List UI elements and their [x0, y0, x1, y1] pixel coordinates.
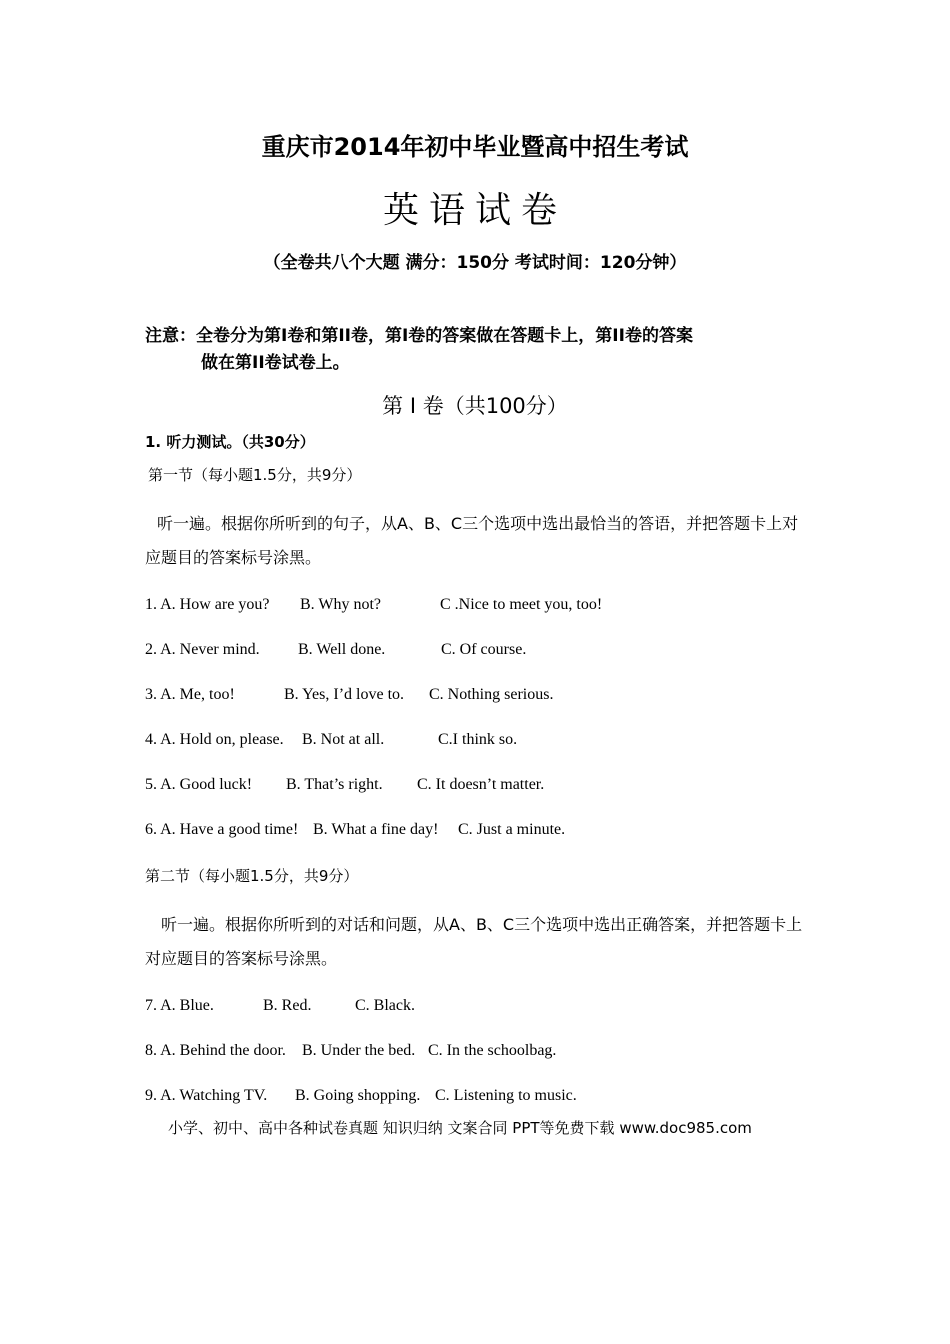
option-b: B. Well done.	[298, 641, 386, 658]
option-a: 5. A. Good luck!	[145, 776, 253, 793]
question-5	[145, 773, 544, 797]
option-c: C. Just a minute.	[458, 821, 566, 838]
option-b: B. Under the bed.	[302, 1042, 416, 1059]
option-b: B. Red.	[263, 997, 312, 1014]
option-c: C. Black.	[355, 997, 415, 1014]
option-b: B. What a fine day!	[313, 821, 439, 838]
question-6	[145, 818, 565, 842]
notice-line-2: 做在第II卷试卷上。	[201, 353, 350, 373]
exam-title: 重庆市2014年初中毕业暨高中招生考试	[261, 133, 689, 161]
part-title: 第 Ⅰ 卷（共100分）	[382, 394, 568, 418]
option-b: B. Why not?	[300, 596, 382, 613]
option-a: 1. A. How are you?	[145, 596, 270, 613]
option-c: C. It doesn’t matter.	[417, 776, 545, 793]
option-a: 3. A. Me, too!	[145, 686, 235, 703]
section-heading: 1. 听力测试。（共30分）	[145, 433, 315, 451]
question-2	[145, 638, 526, 662]
subsection-1-instruction: 听一遍。根据你所听到的句子，从A、B、C三个选项中选出最恰当的答语，并把答题卡上对应题目的答案标号涂黑。	[145, 514, 799, 567]
option-b: B. Going shopping.	[295, 1087, 421, 1104]
question-7	[145, 994, 415, 1018]
subsection-2-heading: 第二节（每小题1.5分，共9分）	[145, 867, 359, 885]
option-b: B. Yes, I’d love to.	[284, 686, 405, 703]
option-c: C. Nothing serious.	[429, 686, 554, 703]
option-c: C. In the schoolbag.	[428, 1042, 557, 1059]
footer-watermark: 小学、初中、高中各种试卷真题 知识归纳 文案合同 PPT等免费下载 www.doc985.com	[168, 1119, 752, 1137]
subsection-2-instruction: 听一遍。根据你所听到的对话和问题，从A、B、C三个选项中选出正确答案，并把答题卡上对应题目的答案标号涂黑。	[145, 915, 803, 968]
question-8	[145, 1039, 556, 1063]
option-b: B. That’s right.	[286, 776, 383, 793]
question-3	[145, 683, 553, 707]
option-a: 2. A. Never mind.	[145, 641, 260, 658]
option-c: C. Of course.	[441, 641, 527, 658]
option-a: 6. A. Have a good time!	[145, 821, 299, 838]
option-c: C. Listening to music.	[435, 1087, 577, 1104]
question-9	[145, 1084, 577, 1108]
option-a: 8. A. Behind the door.	[145, 1042, 286, 1059]
subsection-1-heading: 第一节（每小题1.5分，共9分）	[148, 466, 362, 484]
option-b: B. Not at all.	[302, 731, 385, 748]
notice-line-1: 注意：全卷分为第I卷和第II卷，第I卷的答案做在答题卡上，第II卷的答案	[145, 326, 693, 346]
option-a: 9. A. Watching TV.	[145, 1087, 268, 1104]
exam-subtitle: 英语试卷	[382, 190, 567, 231]
option-c: C .Nice to meet you, too!	[440, 596, 603, 613]
option-a: 7. A. Blue.	[145, 997, 214, 1014]
option-c: C.I think so.	[438, 731, 518, 748]
question-4	[145, 728, 517, 752]
option-a: 4. A. Hold on, please.	[145, 731, 284, 748]
question-1	[145, 593, 602, 617]
exam-info: （全卷共八个大题 满分：150分 考试时间：120分钟）	[263, 253, 687, 273]
